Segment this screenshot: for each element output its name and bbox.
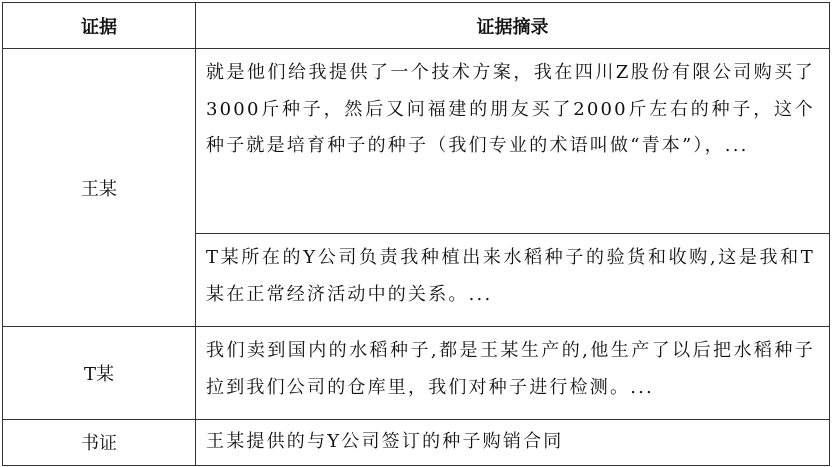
evidence-excerpt: T某所在的Y公司负责我种植出来水稻种子的验货和收购,这是我和T某在正常经济活动中的关系。... — [196, 234, 830, 327]
evidence-table — [2, 2, 830, 466]
evidence-label: 书证 — [3, 420, 196, 466]
evidence-label: T某 — [3, 327, 196, 420]
evidence-excerpt: 我们卖到国内的水稻种子,都是王某生产的,他生产了以后把水稻种子拉到我们公司的仓库里，我们对种子进行检测。... — [196, 327, 830, 420]
header-excerpt: 证据摘录 — [196, 3, 830, 49]
table-row — [3, 327, 830, 420]
table-row — [3, 49, 830, 234]
header-row — [3, 3, 830, 49]
evidence-excerpt: 王某提供的与Y公司签订的种子购销合同 — [196, 420, 830, 466]
evidence-label: 王某 — [3, 49, 196, 327]
header-evidence: 证据 — [3, 3, 196, 49]
evidence-excerpt: 就是他们给我提供了一个技术方案，我在四川Z股份有限公司购买了3000斤种子，然后又问福建的朋友买了2000斤左右的种子，这个种子就是培育种子的种子（我们专业的术语叫做“青本”），... — [196, 49, 830, 234]
table-row — [3, 420, 830, 466]
